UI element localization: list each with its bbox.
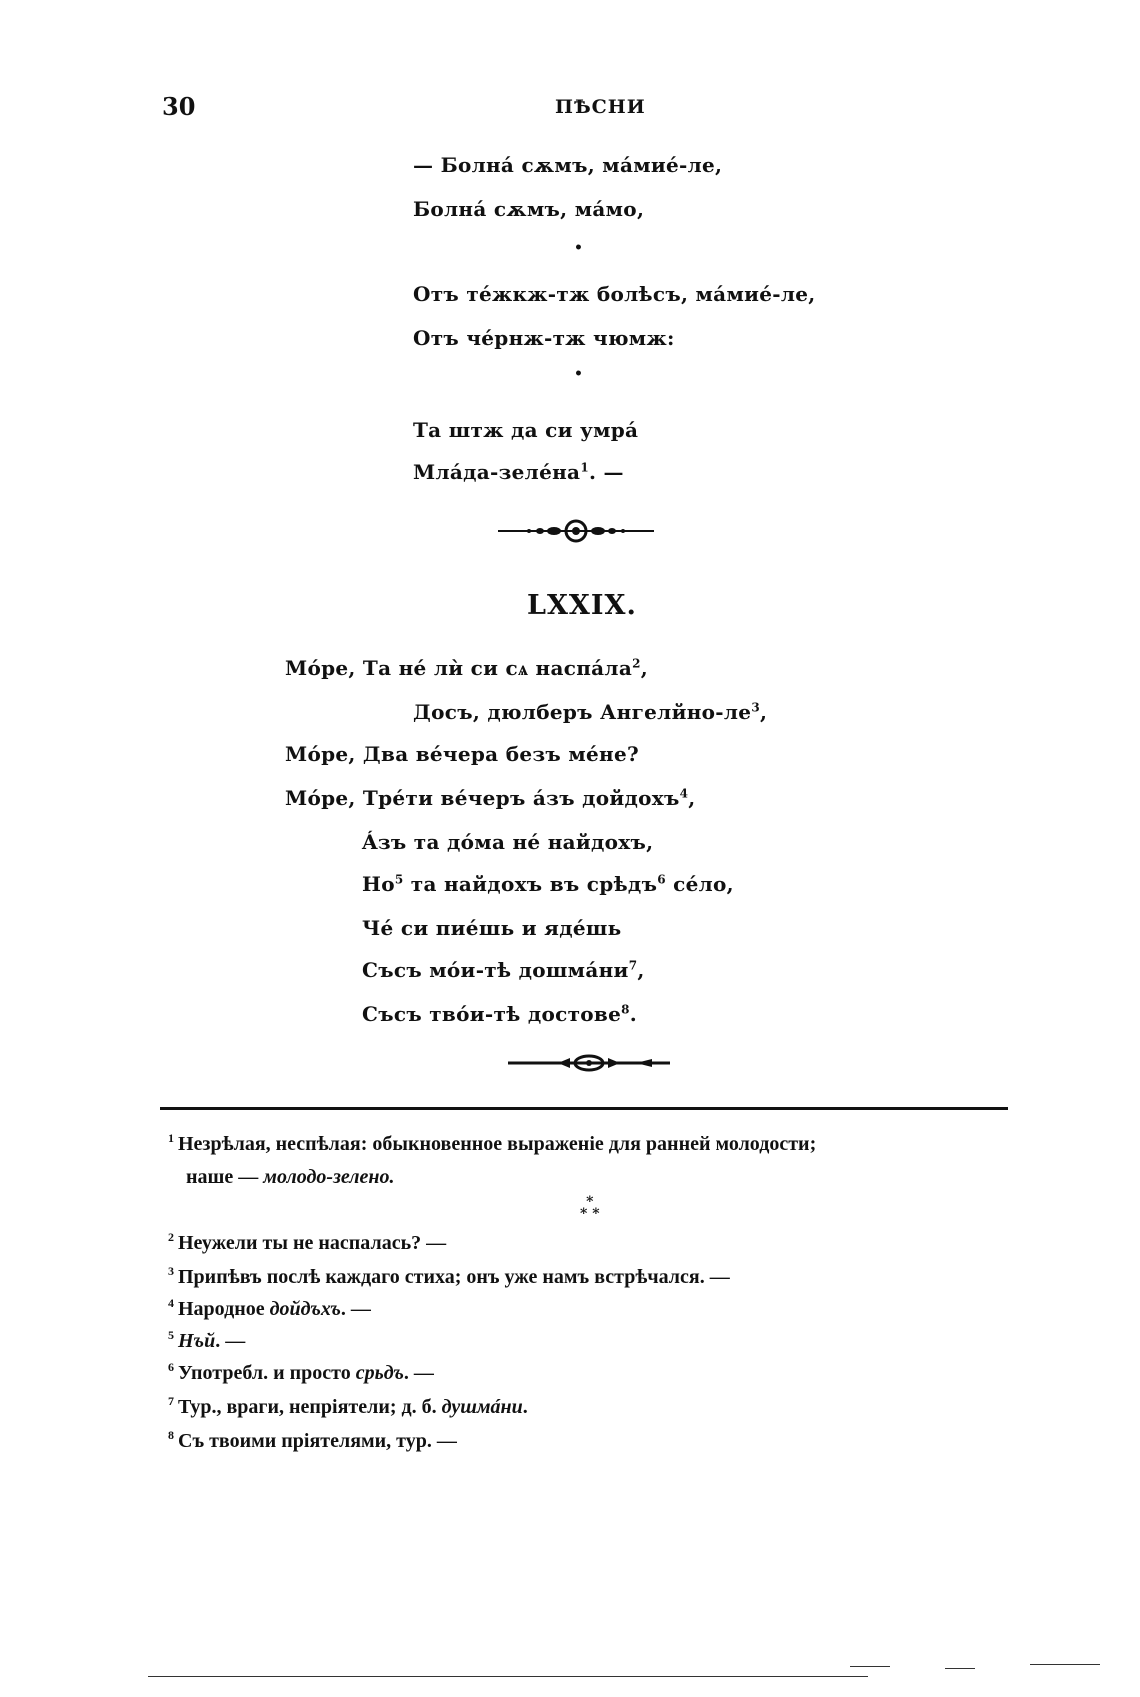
footnote-6 — [168, 1362, 434, 1385]
poem-two-line-1-text: Мóре, Та нé лѝ си сѧ наспáла — [285, 656, 633, 680]
footnote-7 — [168, 1396, 528, 1419]
stanza-separator: • — [574, 240, 583, 256]
footnote-marker: 1 — [168, 1131, 174, 1146]
poem-one-line-5: Та штж да си умрá — [413, 418, 639, 442]
poem-one-line-4: Отъ чéрнж-тж чюмж: — [413, 326, 675, 350]
poem-two-line-8-tail: , — [637, 958, 645, 982]
footnote-marker: 2 — [168, 1230, 174, 1245]
footnote-8-text: Съ твоими пріятелями, тур. — — [178, 1430, 457, 1452]
stanza-separator: • — [574, 366, 583, 382]
footnote-marker: 6 — [168, 1360, 174, 1375]
footnote-8 — [168, 1430, 457, 1453]
poem-one-line-6 — [413, 460, 624, 484]
footnote-5 — [168, 1330, 245, 1353]
footnote-4 — [168, 1298, 371, 1321]
footnote-1-italic: молодо-зелено. — [263, 1166, 395, 1188]
section-title: LXXIX. — [527, 590, 637, 621]
poem-two-line-6-a: Но — [362, 872, 395, 896]
footnote-7-tail: . — [522, 1396, 528, 1418]
ornament-divider-icon — [506, 1052, 672, 1074]
footnote-3 — [168, 1266, 730, 1289]
footnote-7-plain: Тур., враги, непріятели; д. б. — [178, 1396, 442, 1418]
footnote-7-italic: душмáни — [441, 1396, 523, 1418]
poem-two-line-2 — [413, 700, 767, 724]
footnote-1-text: Незрѣлая, неспѣлая: обыкновенное выраженіе для ранней молодости; — [178, 1133, 817, 1155]
poem-two-line-1 — [285, 656, 648, 681]
footnote-marker: 5 — [168, 1328, 174, 1343]
poem-two-line-3: Мóре, Два вéчера безъ мéне? — [285, 742, 640, 766]
asterism-bottom: * * — [580, 1206, 600, 1222]
poem-two-line-6-b: та найдохъ въ срѣдъ — [403, 872, 658, 896]
poem-two-line-5: Áзъ та дóма нé найдохъ, — [362, 830, 654, 854]
footnote-marker: 3 — [168, 1264, 174, 1279]
footnote-ref-6: 6 — [657, 872, 666, 887]
poem-two-line-8-text: Съсъ мóи-тѣ дошмáни — [362, 958, 629, 982]
scan-artifact-line — [850, 1666, 890, 1667]
poem-one-line-1: — Болнá сѫмъ, мáмиé-ле, — [413, 153, 723, 177]
poem-two-line-6-c: сéло, — [665, 872, 734, 896]
poem-two-line-4 — [285, 786, 696, 810]
poem-two-line-4-text: Мóре, Трéти вéчеръ áзъ дойдохъ — [285, 786, 680, 810]
footnote-ref-4: 4 — [679, 786, 689, 801]
footnote-ref-3: 3 — [751, 700, 760, 715]
footnote-4-tail: . — — [340, 1298, 371, 1320]
footnote-5-italic: Нъй — [178, 1330, 216, 1352]
poem-one-line-2: Болнá сѫмъ, мáмо, — [413, 197, 645, 221]
poem-one-line-6-text: Млáда-зелéна — [413, 460, 581, 484]
footnote-6-italic: срьдъ — [355, 1362, 404, 1384]
footnote-ref-7: 7 — [628, 958, 638, 973]
footnote-ref-5: 5 — [394, 872, 404, 887]
footnote-2 — [168, 1232, 446, 1255]
asterism-top: * — [586, 1194, 594, 1210]
poem-two-line-6 — [362, 872, 734, 896]
footnote-4-plain: Народное — [178, 1298, 270, 1320]
footnote-ref-8: 8 — [621, 1002, 630, 1017]
poem-two-line-9-text: Съсъ твóи-тѣ достове — [362, 1002, 622, 1026]
footnote-1 — [168, 1133, 816, 1156]
footnote-6-tail: . — — [403, 1362, 434, 1384]
footnote-4-italic: дойдъхъ — [269, 1298, 341, 1320]
footnote-marker: 8 — [168, 1428, 174, 1443]
scan-artifact-line — [1030, 1664, 1100, 1665]
footnote-6-plain: Употребл. и просто — [178, 1362, 356, 1384]
running-head: ПѢСНИ — [555, 96, 646, 118]
footnote-ref-2: 2 — [632, 656, 641, 671]
footnote-marker: 7 — [168, 1394, 174, 1409]
poem-two-line-2-text: Досъ, дюлберъ Ангелйно-ле — [413, 700, 752, 724]
footnote-3-text: Припѣвъ послѣ каждаго стиха; онъ уже намъ встрѣчался. — — [178, 1266, 730, 1288]
poem-two-line-8 — [362, 958, 645, 982]
footnote-marker: 4 — [168, 1296, 174, 1311]
footnote-1-plain: наше — — [186, 1166, 264, 1188]
footnote-2-text: Неужели ты не наспалась? — — [178, 1232, 447, 1254]
poem-two-line-7: Чé си пиéшь и ядéшь — [362, 916, 622, 940]
poem-one-line-3: Отъ тéжкж-тж болѣсъ, мáмиé-ле, — [413, 282, 816, 306]
footnote-asterism — [580, 1196, 600, 1220]
page-number: 30 — [162, 92, 196, 121]
poem-two-line-2-tail: , — [759, 700, 768, 724]
footnote-ref-1: 1 — [580, 460, 589, 475]
poem-one-line-6-tail: . — — [588, 460, 624, 484]
footnote-1-continuation — [186, 1166, 395, 1189]
footnote-5-tail: . — — [215, 1330, 246, 1352]
ornament-divider-icon — [496, 518, 656, 544]
poem-two-line-1-tail: , — [640, 656, 649, 680]
poem-two-line-9 — [362, 1002, 637, 1026]
scan-artifact-line — [945, 1668, 975, 1669]
scan-artifact-line — [148, 1676, 868, 1677]
poem-two-line-4-tail: , — [688, 786, 696, 810]
footnote-rule — [160, 1107, 1008, 1110]
poem-two-line-9-tail: . — [629, 1002, 638, 1026]
